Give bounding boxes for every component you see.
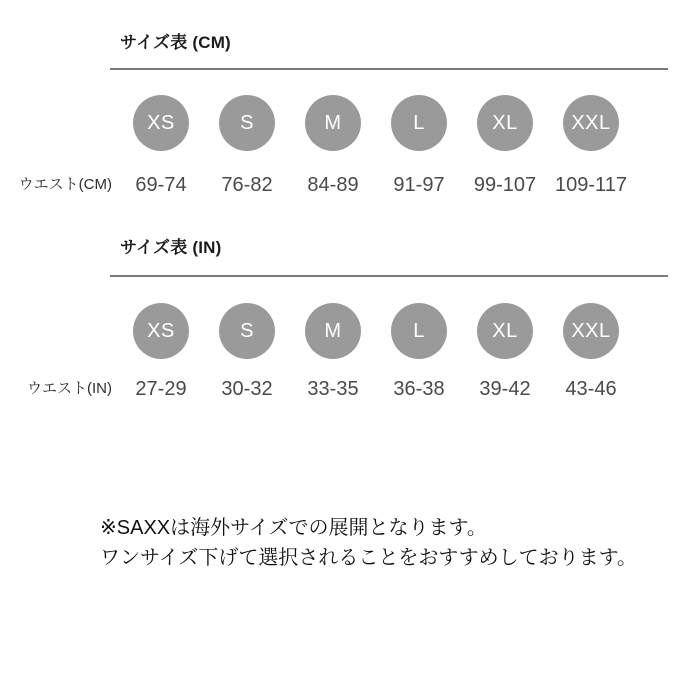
- size-circle-xl: XL: [477, 95, 533, 151]
- size-circle-l: L: [391, 303, 447, 359]
- size-value-row-in: [0, 378, 700, 400]
- size-circle-xs: XS: [133, 303, 189, 359]
- size-circle-xs: XS: [133, 95, 189, 151]
- size-value-xs: 69-74: [135, 174, 187, 196]
- size-circle-row-in: [0, 303, 700, 359]
- row-label-waist-cm: ウエスト(CM): [18, 176, 112, 193]
- section-title-cm: サイズ表 (CM): [120, 33, 231, 52]
- note-line-1: ※SAXXは海外サイズでの展開となります。: [100, 517, 487, 539]
- size-circle-s: S: [219, 95, 275, 151]
- row-label-waist-in: ウエスト(IN): [27, 380, 112, 397]
- size-value-xxl: 109-117: [555, 174, 627, 196]
- size-section-cm: [0, 0, 700, 196]
- note-line-2: ワンサイズ下げて選択されることをおすすめしております。: [100, 547, 637, 569]
- size-value-xl: 99-107: [473, 174, 537, 196]
- size-value-s: 76-82: [221, 174, 273, 196]
- size-circle-m: M: [305, 303, 361, 359]
- size-circle-xl: XL: [477, 303, 533, 359]
- size-value-l: 91-97: [393, 174, 445, 196]
- size-circle-l: L: [391, 95, 447, 151]
- size-value-xxl: 43-46: [565, 378, 617, 400]
- size-value-l: 36-38: [393, 378, 445, 400]
- divider: [110, 275, 668, 277]
- section-title-in: サイズ表 (IN): [120, 238, 222, 257]
- size-section-in: [0, 238, 700, 400]
- size-value-m: 84-89: [307, 174, 359, 196]
- size-circle-xxl: XXL: [563, 95, 619, 151]
- size-value-m: 33-35: [307, 378, 359, 400]
- footer-notes: [100, 513, 700, 573]
- size-circle-xxl: XXL: [563, 303, 619, 359]
- size-value-s: 30-32: [221, 378, 273, 400]
- size-value-xl: 39-42: [479, 378, 531, 400]
- size-circle-row-cm: [0, 95, 700, 151]
- size-value-xs: 27-29: [135, 378, 187, 400]
- size-circle-s: S: [219, 303, 275, 359]
- size-circle-m: M: [305, 95, 361, 151]
- divider: [110, 68, 668, 70]
- size-value-row-cm: [0, 174, 700, 196]
